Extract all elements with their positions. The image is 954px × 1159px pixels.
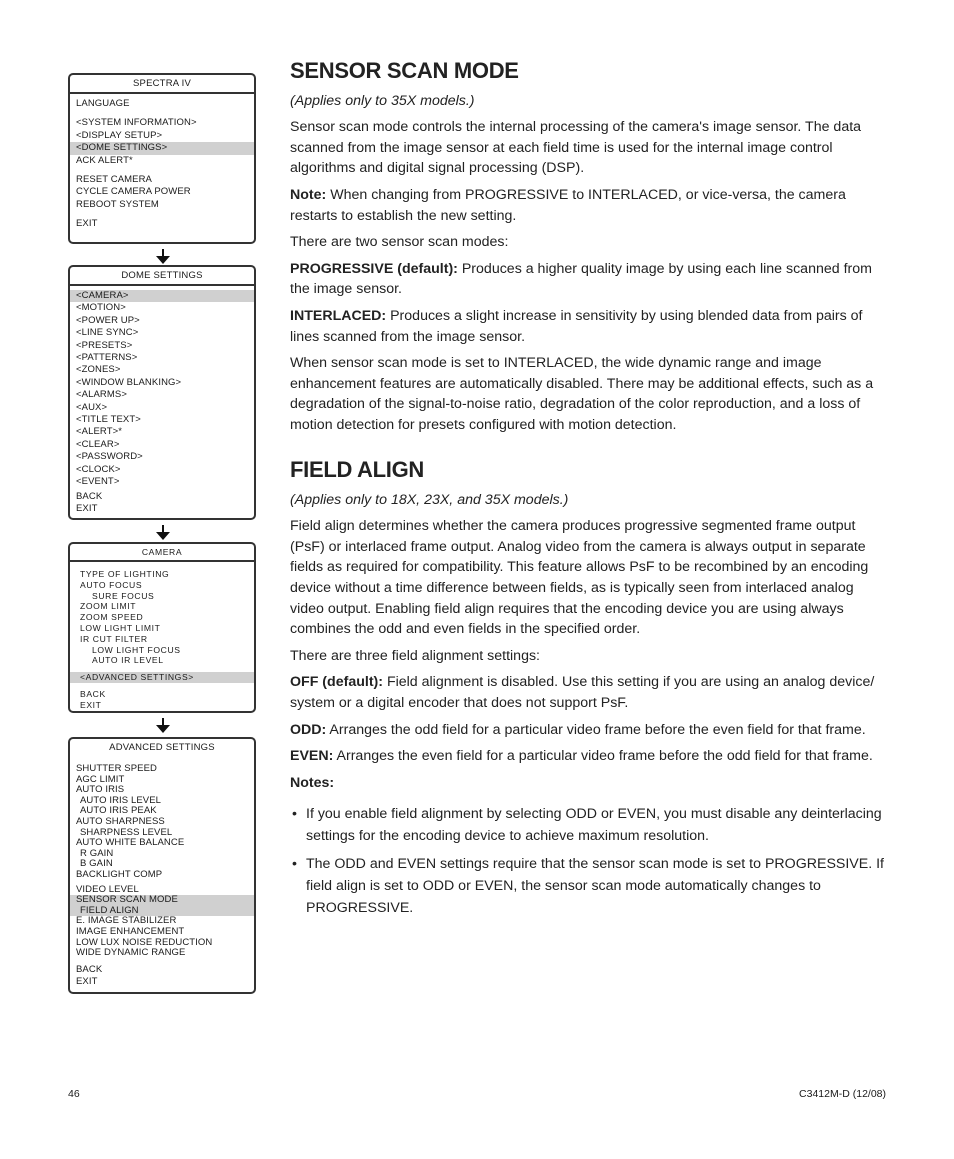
page-number: 46: [68, 1088, 80, 1100]
off-text: Field alignment is disabled. Use this setting if you are using an analog device/ system or a digital encoder that does not support PsF.: [290, 674, 875, 711]
menu-item-low-lux-noise-reduction: LOW LUX NOISE REDUCTION: [76, 936, 213, 948]
odd-text: Arranges the odd field for a particular video frame before the even field for that frame.: [326, 721, 866, 738]
menu-item-type-of-lighting: TYPE OF LIGHTING: [80, 569, 170, 579]
paragraph-two-modes: There are two sensor scan modes:: [290, 234, 509, 251]
menu-item-e-image-stabilizer: E. IMAGE STABILIZER: [76, 915, 177, 927]
note-2-text: The ODD and EVEN settings require that the sensor scan mode is set to PROGRESSIVE. If field align is set to ODD or EVEN, the sensor scan mode automatically changes to PROGRESSIVE.: [306, 856, 885, 917]
menu-item-back: BACK: [80, 688, 106, 699]
menu-item-sensor-scan-mode: SENSOR SCAN MODE: [70, 895, 254, 906]
menu-item-language: LANGUAGE: [76, 98, 130, 109]
menu-item-title-text: <TITLE TEXT>: [76, 414, 141, 426]
menu-item-patterns: <PATTERNS>: [76, 352, 138, 364]
section-heading: FIELD ALIGN: [290, 457, 424, 482]
menu-item-motion: <MOTION>: [76, 302, 126, 314]
menu-item-back: BACK: [76, 963, 103, 975]
note-text: When changing from PROGRESSIVE to INTERLACED, or vice-versa, the camera restarts to establish the new setting.: [290, 186, 846, 224]
menu-item-zones: <ZONES>: [76, 364, 121, 376]
menu-title: DOME SETTINGS: [70, 267, 254, 286]
progressive-label: PROGRESSIVE (default):: [290, 260, 458, 277]
menu-title: ADVANCED SETTINGS: [109, 742, 215, 753]
bullet-icon: •: [292, 856, 297, 873]
menu-item-alert: <ALERT>*: [76, 426, 123, 438]
menu-item-low-light-limit: LOW LIGHT LIMIT: [80, 622, 161, 633]
menu-item-line-sync: <LINE SYNC>: [76, 327, 139, 339]
paragraph-three-settings: There are three field alignment settings:: [290, 647, 540, 664]
menu-item-cycle-camera-power: CYCLE CAMERA POWER: [76, 186, 191, 198]
menu-item-reboot-system: REBOOT SYSTEM: [76, 198, 159, 210]
menu-item-r-gain: R GAIN: [80, 847, 114, 859]
notes-heading: [290, 773, 890, 794]
menu-item-window-blanking: <WINDOW BLANKING>: [76, 376, 182, 388]
notes-label: Notes:: [290, 774, 335, 791]
menu-item-video-level: VIDEO LEVEL: [76, 883, 139, 895]
off-label: OFF (default):: [290, 674, 383, 691]
menu-title: SPECTRA IV: [70, 75, 254, 94]
menu-item-exit: EXIT: [80, 699, 102, 710]
menu-item-wide-dynamic-range: WIDE DYNAMIC RANGE: [76, 947, 186, 959]
paragraph-note: [290, 185, 890, 226]
interlaced-label: INTERLACED:: [290, 307, 387, 324]
menu-item-alarms: <ALARMS>: [76, 389, 127, 401]
paragraph-progressive: [290, 259, 890, 300]
menu-item-exit: EXIT: [76, 976, 98, 988]
down-arrow-icon: [155, 525, 171, 541]
menu-item-sure-focus: SURE FOCUS: [92, 590, 155, 601]
menu-item-auto-white-balance: AUTO WHITE BALANCE: [76, 837, 185, 849]
note-1-text: If you enable field alignment by selecting ODD or EVEN, you must disable any deinterlacing settings for the encoding device to achieve maximum resolution.: [306, 806, 882, 845]
menu-item-password: <PASSWORD>: [76, 451, 143, 463]
menu-spectra-iv: [68, 73, 256, 244]
paragraph-when-interlaced: When sensor scan mode is set to INTERLACED, the wide dynamic range and image enhancement features are automatically disabled. There may be additional effects, such as a degradation of the signal-to-noise ratio, degradation of the color reproduction, and a loss of motion detection for presets configured with motion detection.: [290, 355, 874, 433]
menu-item-low-light-focus: LOW LIGHT FOCUS: [92, 644, 181, 655]
menu-item-clear: <CLEAR>: [76, 438, 120, 450]
menu-item-field-align: FIELD ALIGN: [70, 906, 254, 917]
menu-item-auto-iris: AUTO IRIS: [76, 784, 125, 796]
even-label: EVEN:: [290, 748, 334, 765]
menu-item-auto-ir-level: AUTO IR LEVEL: [92, 655, 164, 666]
menu-item-image-enhancement: IMAGE ENHANCEMENT: [76, 925, 185, 937]
menu-item-event: <EVENT>: [76, 476, 120, 488]
applies-note: (Applies only to 35X models.): [290, 92, 475, 109]
down-arrow-icon: [155, 718, 171, 734]
interlaced-text: Produces a slight increase in sensitivity by using blended data from pairs of lines scanned from the image sensor.: [290, 307, 863, 345]
menu-item-agc-limit: AGC LIMIT: [76, 773, 125, 785]
menu-item-auto-sharpness: AUTO SHARPNESS: [76, 815, 165, 827]
paragraph-odd: [290, 720, 890, 741]
note-label: Note:: [290, 186, 327, 203]
menu-item-back: BACK: [76, 490, 103, 502]
menu-item-dome-settings: <DOME SETTINGS>: [70, 142, 254, 154]
document-id: C3412M-D (12/08): [799, 1088, 886, 1100]
note-bullet-1: [290, 803, 890, 847]
paragraph-intro: Sensor scan mode controls the internal processing of the camera's image sensor. The data scanned from the image sensor at each field time is used for the internal image control algorithms and digital signal processing (DSP).: [290, 119, 862, 177]
menu-item-system-information: <SYSTEM INFORMATION>: [76, 117, 197, 129]
menu-item-zoom-speed: ZOOM SPEED: [80, 612, 144, 623]
menu-item-power-up: <POWER UP>: [76, 314, 140, 326]
sensor-scan-mode-section: [290, 58, 890, 436]
section-heading: SENSOR SCAN MODE: [290, 58, 519, 83]
menu-item-camera: <CAMERA>: [70, 290, 254, 302]
field-align-section: [290, 457, 890, 919]
menu-item-auto-iris-level: AUTO IRIS LEVEL: [80, 794, 162, 806]
menu-item-advanced-settings: <ADVANCED SETTINGS>: [70, 672, 254, 683]
menu-item-auto-iris-peak: AUTO IRIS PEAK: [80, 805, 157, 817]
paragraph-intro: Field align determines whether the camera produces progressive segmented frame output (PsF) or interlaced frame output. Analog video from the camera is always output in separate fields as required for compatibility. This feature allows PsF to be recombined by an encoding device without a time difference between fields, as is typically seen from interlaced analog video output. Enabling field align requires that the encoding device you are using always combines the odd and even fields in the specified order.: [290, 518, 869, 638]
bullet-icon: •: [292, 806, 297, 823]
menu-item-zoom-limit: ZOOM LIMIT: [80, 601, 137, 612]
note-bullet-2: [290, 853, 890, 919]
menu-item-ir-cut-filter: IR CUT FILTER: [80, 633, 148, 644]
menu-item-shutter-speed: SHUTTER SPEED: [76, 763, 158, 774]
menu-item-auto-focus: AUTO FOCUS: [80, 579, 143, 590]
menu-item-backlight-comp: BACKLIGHT COMP: [76, 868, 163, 880]
menu-item-exit: EXIT: [76, 218, 98, 230]
menu-item-display-setup: <DISPLAY SETUP>: [76, 129, 163, 141]
menu-item-sharpness-level: SHARPNESS LEVEL: [80, 826, 173, 838]
menu-camera: [68, 542, 256, 713]
even-text: Arranges the even field for a particular video frame before the odd field for that frame.: [333, 748, 873, 765]
paragraph-off: [290, 672, 890, 713]
down-arrow-icon: [155, 249, 171, 265]
menu-title: CAMERA: [70, 544, 254, 562]
menu-item-b-gain: B GAIN: [80, 858, 113, 870]
paragraph-interlaced: [290, 306, 890, 347]
menu-item-presets: <PRESETS>: [76, 339, 133, 351]
menu-dome-settings: [68, 265, 256, 520]
menu-item-clock: <CLOCK>: [76, 463, 121, 475]
applies-note: (Applies only to 18X, 23X, and 35X models.): [290, 491, 569, 508]
progressive-text: Produces a higher quality image by using each line scanned from the image sensor.: [290, 260, 872, 298]
menu-item-aux: <AUX>: [76, 401, 108, 413]
odd-label: ODD:: [290, 721, 327, 738]
menu-item-reset-camera: RESET CAMERA: [76, 174, 152, 186]
paragraph-even: [290, 746, 890, 767]
menu-advanced-settings: [68, 737, 256, 994]
menu-item-ack-alert: ACK ALERT*: [76, 154, 133, 166]
menu-item-exit: EXIT: [76, 502, 98, 514]
